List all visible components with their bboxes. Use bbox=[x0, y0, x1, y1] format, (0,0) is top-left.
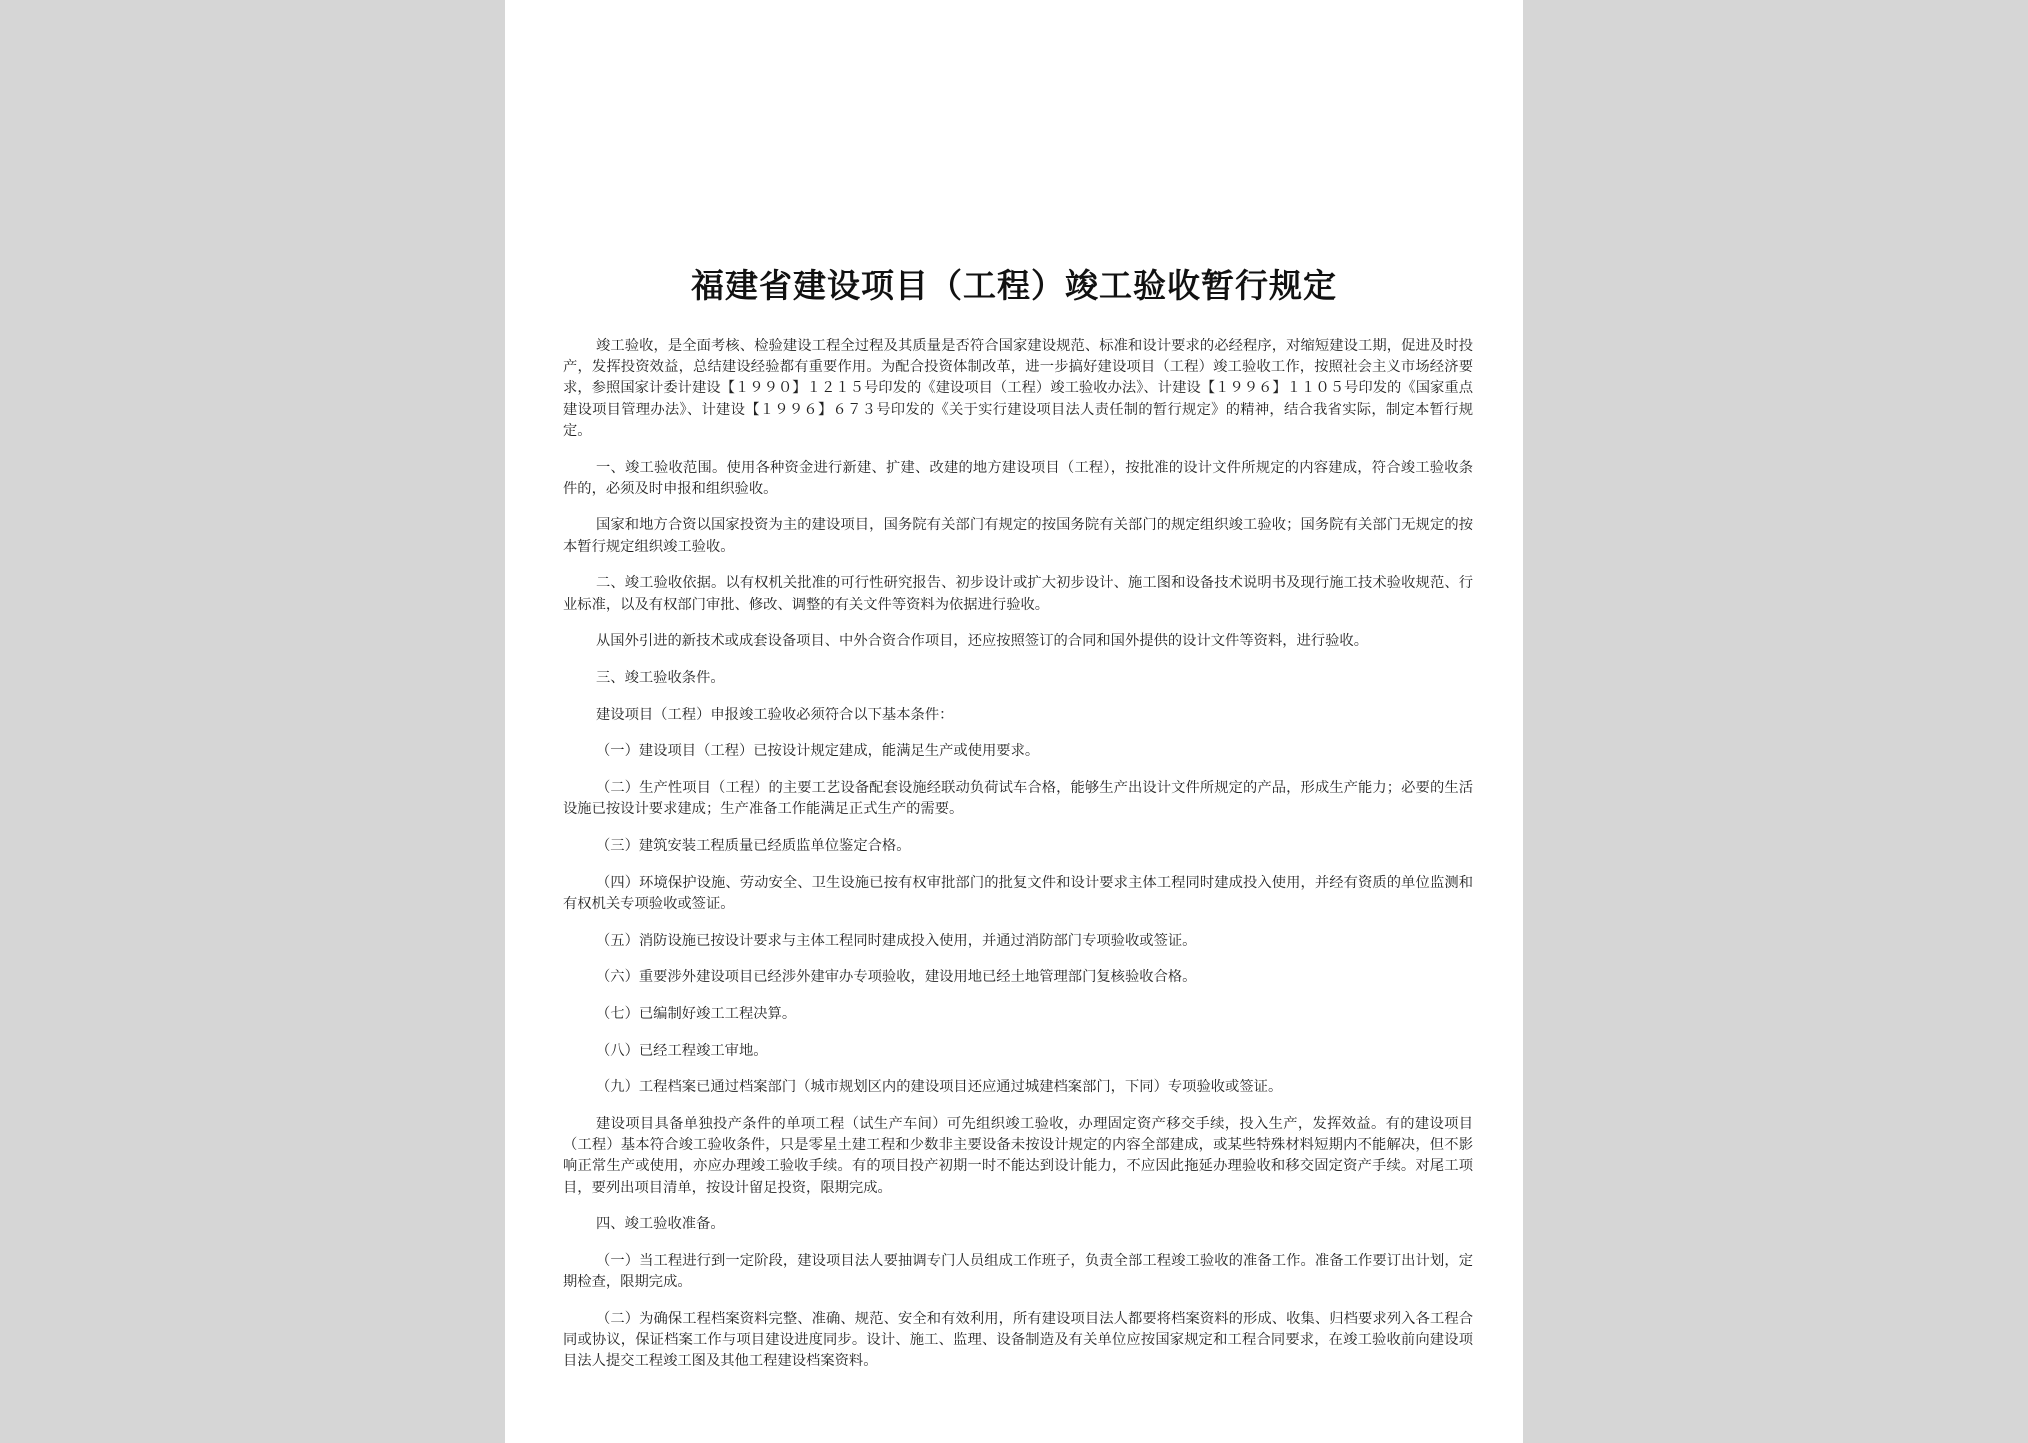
condition-item-8: （八）已经工程竣工审地。 bbox=[596, 1042, 768, 1059]
condition-item-7: （七）已编制好竣工工程决算。 bbox=[596, 1005, 797, 1022]
condition-item-1: （一）建设项目（工程）已按设计规定建成，能满足生产或使用要求。 bbox=[596, 743, 1040, 760]
document-title: 福建省建设项目（工程）竣工验收暂行规定 bbox=[691, 266, 1337, 305]
document-body bbox=[563, 336, 1473, 1388]
preparation-item-2: （二）为确保工程档案资料完整、准确、规范、安全和有效利用，所有建设项目法人都要将档案资料的形成、收集、归档要求列入各工程合同或协议，保证档案工作与项目建设进度同步。设计、施工、监理、设备制造及有关单位应按国家规定和工程合同要求，在竣工验收前向建设项目法人提交工程竣工图及其他工程建设档案资料。 bbox=[563, 1311, 1473, 1370]
section-heading-conditions: 三、竣工验收条件。 bbox=[596, 669, 725, 686]
condition-item-2: （二）生产性项目（工程）的主要工艺设备配套设施经联动负荷试车合格，能够生产出设计文件所规定的产品，形成生产能力；必要的生活设施已按设计要求建成；生产准备工作能满足正式生产的需要。 bbox=[563, 780, 1473, 818]
paragraph-basis-foreign: 从国外引进的新技术或成套设备项目、中外合资合作项目，还应按照签订的合同和国外提供的设计文件等资料，进行验收。 bbox=[596, 633, 1369, 650]
preparation-item-1: （一）当工程进行到一定阶段，建设项目法人要抽调专门人员组成工作班子，负责全部工程竣工验收的准备工作。准备工作要订出计划，定期检查，限期完成。 bbox=[563, 1253, 1473, 1291]
paragraph-conditions-intro: 建设项目（工程）申报竣工验收必须符合以下基本条件： bbox=[596, 706, 954, 723]
condition-item-4: （四）环境保护设施、劳动安全、卫生设施已按有权审批部门的批复文件和设计要求主体工程同时建成投入使用，并经有资质的单位监测和有权机关专项验收或签证。 bbox=[563, 874, 1473, 912]
section-heading-preparation: 四、竣工验收准备。 bbox=[596, 1216, 725, 1233]
condition-item-9: （九）工程档案已通过档案部门（城市规划区内的建设项目还应通过城建档案部门，下同）专项验收或签证。 bbox=[596, 1079, 1283, 1096]
document-page bbox=[505, 0, 1523, 1443]
condition-item-5: （五）消防设施已按设计要求与主体工程同时建成投入使用，并通过消防部门专项验收或签证。 bbox=[596, 932, 1197, 949]
paragraph-basis: 二、竣工验收依据。以有权机关批准的可行性研究报告、初步设计或扩大初步设计、施工图和设备技术说明书及现行施工技术验收规范、行业标准，以及有权部门审批、修改、调整的有关文件等资料为依据进行验收。 bbox=[563, 575, 1473, 613]
paragraph-scope-joint: 国家和地方合资以国家投资为主的建设项目，国务院有关部门有规定的按国务院有关部门的规定组织竣工验收；国务院有关部门无规定的按本暂行规定组织竣工验收。 bbox=[563, 517, 1473, 555]
paragraph-intro: 竣工验收，是全面考核、检验建设工程全过程及其质量是否符合国家建设规范、标准和设计要求的必经程序，对缩短建设工期，促进及时投产，发挥投资效益，总结建设经验都有重要作用。为配合投资体制改革，进一步搞好建设项目（工程）竣工验收工作，按照社会主义市场经济要求，参照国家计委计建设【１９９０】１２１５号印发的《建设项目（工程）竣工验收办法》、计建设【１９９６】１１０５号印发的《国家重点建设项目管理办法》、计建设【１９９６】６７３号印发的《关于实行建设项目法人责任制的暂行规定》的精神，结合我省实际，制定本暂行规定。 bbox=[563, 338, 1473, 439]
paragraph-partial-acceptance: 建设项目具备单独投产条件的单项工程（试生产车间）可先组织竣工验收，办理固定资产移交手续，投入生产，发挥效益。有的建设项目（工程）基本符合竣工验收条件，只是零星土建工程和少数非主要设备未按设计规定的内容全部建成，或某些特殊材料短期内不能解决，但不影响正常生产或使用，亦应办理竣工验收手续。有的项目投产初期一时不能达到设计能力，不应因此拖延办理验收和移交固定资产手续。对尾工项目，要列出项目清单，按设计留足投资，限期完成。 bbox=[563, 1116, 1473, 1196]
paragraph-scope: 一、竣工验收范围。使用各种资金进行新建、扩建、改建的地方建设项目（工程），按批准的设计文件所规定的内容建成，符合竣工验收条件的，必须及时申报和组织验收。 bbox=[563, 459, 1473, 497]
condition-item-3: （三）建筑安装工程质量已经质监单位鉴定合格。 bbox=[596, 837, 911, 854]
condition-item-6: （六）重要涉外建设项目已经涉外建审办专项验收，建设用地已经土地管理部门复核验收合格。 bbox=[596, 969, 1197, 986]
